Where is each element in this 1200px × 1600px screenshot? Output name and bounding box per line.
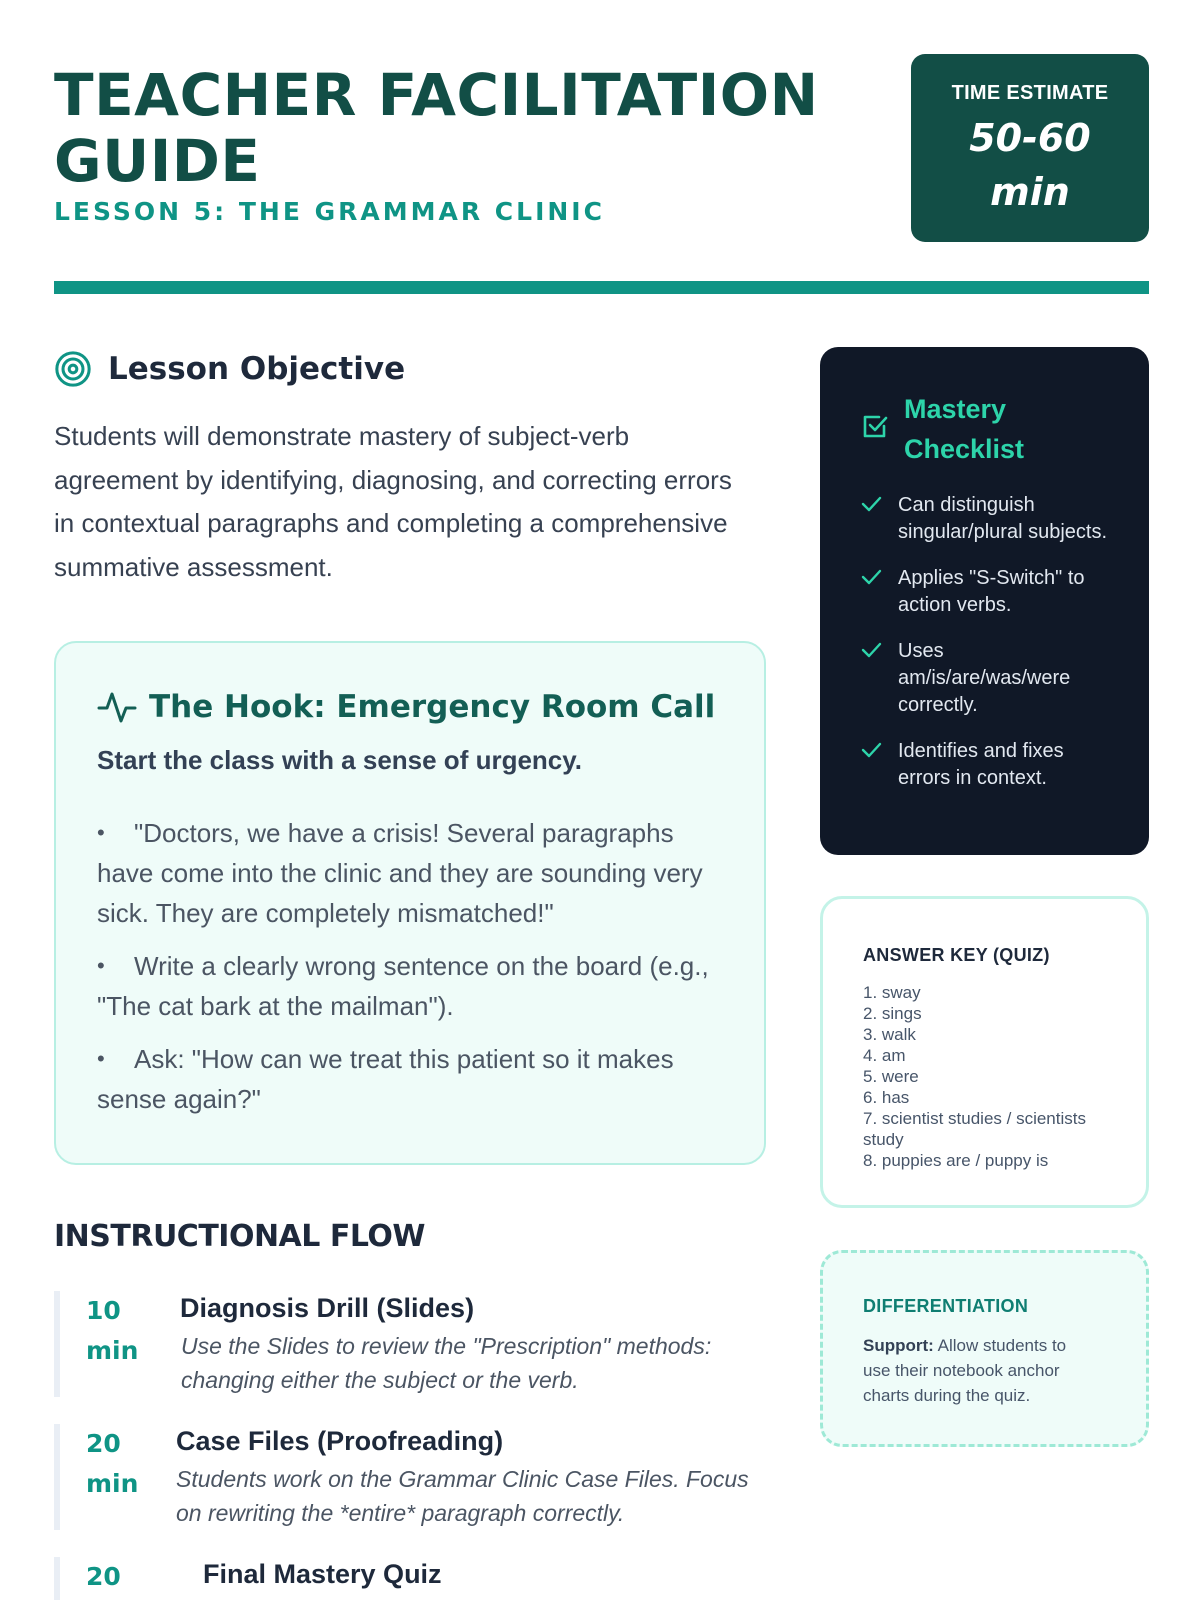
answer-item: 6. has — [863, 1088, 910, 1107]
differentiation-title: DIFFERENTIATION — [863, 1296, 1029, 1316]
differentiation-card — [820, 1250, 1149, 1447]
check-icon — [860, 565, 898, 619]
answer-key-list — [863, 982, 1113, 1171]
flow-step-name: Case Files (Proofreading) — [176, 1426, 504, 1456]
mastery-checklist-card — [820, 347, 1149, 855]
flow-step-description: Students work on the Grammar Clinic Case Files. Focus on rewriting the *entire* paragraph correctly. — [176, 1466, 749, 1526]
checkbox-icon — [860, 411, 890, 441]
hook-bullet: • Ask: "How can we treat this patient so it makes sense again?" — [97, 1039, 737, 1119]
flow-step-name: Diagnosis Drill (Slides) — [180, 1293, 475, 1323]
hook-bullet: • "Doctors, we have a crisis! Several paragraphs have come into the clinic and they are sounding very sick. They are completely mismatched!" — [97, 813, 737, 933]
hook-intro: Start the class with a sense of urgency. — [97, 745, 583, 775]
flow-step — [54, 1291, 774, 1397]
support-label: Support: — [863, 1336, 934, 1355]
flow-step-time: 10 min — [86, 1296, 139, 1365]
flow-step-name: Final Mastery Quiz — [203, 1559, 442, 1589]
activity-pulse-icon — [97, 687, 137, 727]
answer-item: 5. were — [863, 1067, 919, 1086]
checklist-item: Identifies and fixes errors in context. — [860, 738, 1120, 792]
flow-step-time: 20 min — [86, 1429, 139, 1498]
header-divider — [54, 281, 1149, 294]
hook-heading — [97, 687, 715, 727]
answer-item: 3. walk — [863, 1025, 916, 1044]
checklist-heading — [860, 389, 1054, 469]
lesson-subtitle: LESSON 5: THE GRAMMAR CLINIC — [54, 197, 605, 226]
checklist-title: Mastery Checklist — [904, 394, 1025, 464]
answer-item: 2. sings — [863, 1004, 922, 1023]
objective-heading — [54, 348, 405, 390]
answer-item: 8. puppies are / puppy is — [863, 1151, 1049, 1170]
hook-bullet: • Write a clearly wrong sentence on the board (e.g., "The cat bark at the mailman"). — [97, 946, 737, 1026]
answer-item: 1. sway — [863, 983, 921, 1002]
flow-step-description: Use the Slides to review the "Prescription" methods: changing either the subject or the verb. — [181, 1333, 712, 1393]
answer-item: 4. am — [863, 1046, 906, 1065]
page-title: TEACHER FACILITATION GUIDE — [54, 61, 819, 195]
differentiation-text: Support: Allow students to use their notebook anchor charts during the quiz. — [863, 1336, 1067, 1405]
bullet-dot-icon: • — [97, 953, 105, 978]
time-estimate-label: TIME ESTIMATE — [951, 82, 1109, 104]
checklist-item: Can distinguish singular/plural subjects. — [860, 492, 1120, 546]
hook-bullet-list — [97, 813, 737, 1132]
time-estimate-badge — [911, 54, 1149, 242]
facilitation-guide-page — [54, 0, 1149, 1600]
time-estimate-value: 50-60 min — [969, 116, 1091, 214]
page-header — [54, 60, 1149, 245]
answer-item: 7. scientist studies / scientists study — [863, 1109, 1086, 1149]
answer-key-card — [820, 896, 1149, 1208]
objective-title: Lesson Objective — [108, 351, 406, 387]
flow-step — [54, 1557, 774, 1600]
answer-key-title: ANSWER KEY (QUIZ) — [863, 945, 1050, 965]
check-icon — [860, 738, 898, 792]
bullet-dot-icon: • — [97, 1046, 105, 1071]
checklist-item: Applies "S-Switch" to action verbs. — [860, 565, 1120, 619]
checklist-item: Uses am/is/are/was/were correctly. — [860, 638, 1120, 719]
flow-step-time: 20 — [86, 1562, 121, 1591]
instructional-flow-title: INSTRUCTIONAL FLOW — [54, 1219, 425, 1254]
checklist-items — [860, 492, 1120, 811]
target-icon — [54, 350, 92, 388]
hook-card — [54, 641, 766, 1165]
check-icon — [860, 638, 898, 719]
check-icon — [860, 492, 898, 546]
hook-title: The Hook: Emergency Room Call — [149, 689, 716, 725]
objective-text: Students will demonstrate mastery of subject-verb agreement by identifying, diagnosing, and correcting errors in contextual paragraphs and completing a comprehensive summative assessment. — [54, 421, 732, 582]
bullet-dot-icon: • — [97, 820, 105, 845]
flow-step — [54, 1424, 774, 1530]
